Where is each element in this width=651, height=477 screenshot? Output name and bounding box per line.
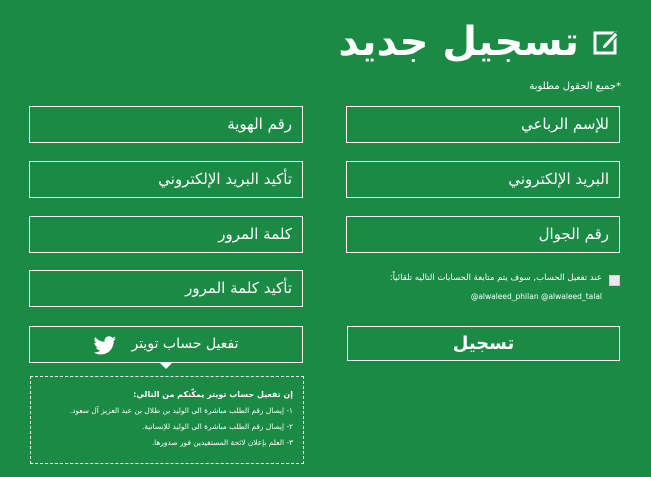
activate-twitter-button[interactable] bbox=[29, 326, 303, 363]
email-confirm-field[interactable]: تأكيد البريد الإلكتروني bbox=[29, 161, 303, 198]
email-field[interactable]: البريد الإلكتروني bbox=[346, 161, 620, 198]
activate-twitter-label: تفعيل حساب تويتر bbox=[131, 336, 239, 352]
page-title: تسجيل جديد bbox=[338, 19, 579, 65]
id-number-field[interactable]: رقم الهوية bbox=[29, 106, 303, 143]
page-title-row bbox=[338, 18, 621, 66]
twitter-benefit-item: ٢- إيصال رقم الطلب مباشرة الى الوليد للإنسانية. bbox=[141, 422, 293, 431]
twitter-handles: @alwaleed_philan @alwaleed_talal bbox=[470, 292, 602, 301]
full-name-field[interactable]: للإسم الرباعي bbox=[346, 106, 620, 143]
follow-accounts-checkbox[interactable] bbox=[609, 275, 620, 286]
edit-icon bbox=[593, 28, 621, 56]
register-button[interactable]: تسجيل bbox=[347, 326, 620, 361]
password-confirm-field[interactable]: تأكيد كلمة المرور bbox=[29, 270, 303, 307]
follow-accounts-label: عند تفعيل الحساب, سوف يتم متابعة الحسابات التاليه تلقائياً: bbox=[389, 273, 602, 283]
twitter-benefits-box bbox=[30, 376, 304, 464]
twitter-benefit-item: ٣- العلم بإعلان لائحة المستفيدين فور صدورها. bbox=[151, 438, 293, 447]
required-fields-note: *جميع الحقول مطلوبة bbox=[529, 81, 621, 92]
twitter-bird-icon bbox=[93, 335, 117, 355]
twitter-benefit-item: ١- إيصال رقم الطلب مباشرة الى الوليد بن طلال بن عبد العزيز آل سعود. bbox=[69, 406, 293, 415]
password-field[interactable]: كلمة المرور bbox=[29, 216, 303, 253]
twitter-benefits-title: إن تفعيل حساب تويتر يمكّنكم من التالي: bbox=[133, 390, 293, 399]
mobile-field[interactable]: رقم الجوال bbox=[346, 216, 620, 253]
info-pointer-arrow bbox=[159, 362, 173, 369]
